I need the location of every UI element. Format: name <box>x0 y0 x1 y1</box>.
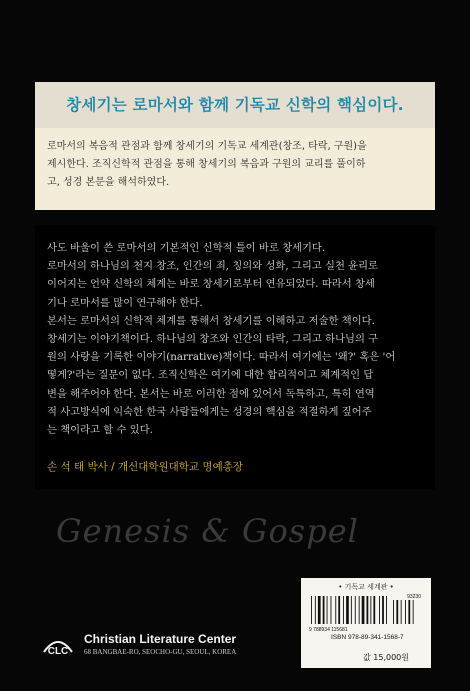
barcode-bar <box>370 596 371 624</box>
barcode-bar <box>346 596 349 624</box>
barcode-bar <box>386 596 387 624</box>
barcode-bar <box>338 596 340 624</box>
barcode-bar <box>335 596 336 624</box>
script-title: Genesis & Gospel <box>56 512 359 550</box>
body-line: 로마서의 하나님의 천지 창조, 인간의 죄, 칭의와 성화, 그리고 실천 윤리로 <box>47 260 379 273</box>
barcode-bar <box>323 596 325 624</box>
summary-line: 로마서의 복음적 관점과 함께 창세기의 기독교 세계관(창조, 타락, 구원)을 <box>47 141 367 152</box>
author-credit: 손 석 태 박사 / 개신대학원대학교 명예총장 <box>47 461 243 473</box>
barcode-bar <box>359 596 360 624</box>
body-line: 이어지는 언약 신학의 체계는 바로 창세기로부터 연유되었다. 따라서 창세 <box>47 278 375 291</box>
logo-text: CLC <box>47 646 69 657</box>
barcode-bar <box>311 596 312 624</box>
barcode-digits: 9 788934 115681 <box>309 627 348 632</box>
endorsement-text <box>47 239 429 439</box>
barcode-bar <box>382 596 384 624</box>
barcode-bar <box>373 596 375 624</box>
addon-bar <box>393 600 394 624</box>
summary-line: 고, 성경 본문을 해석하였다. <box>47 177 170 188</box>
summary-text <box>47 138 425 192</box>
publisher-address: 68 BANGBAE-RO, SEOCHO-GU, SEOUL, KOREA <box>84 648 237 656</box>
barcode-bar <box>362 596 365 624</box>
addon-bar <box>405 600 406 624</box>
barcode-bar <box>315 596 316 624</box>
barcode-bar <box>355 596 356 624</box>
addon-bar <box>408 600 410 624</box>
barcode-bar <box>351 596 352 624</box>
barcode-bar <box>379 596 380 624</box>
body-line: 는 책이라고 할 수 있다. <box>47 424 153 437</box>
body-line: 떻게?'라는 질문이 없다. 조직신학은 여기에 대한 합리적이고 체계적인 답 <box>47 369 374 382</box>
barcode-panel <box>301 578 431 668</box>
summary-line: 제시한다. 조직신학적 관점을 통해 창세기의 복음과 구원의 교리를 풀이하 <box>47 159 366 170</box>
category-label: • 기독교 세계관 • <box>338 583 394 591</box>
addon-bar <box>401 600 402 624</box>
summary-panel <box>35 82 435 210</box>
publisher-name: Christian Literature Center <box>84 632 237 646</box>
barcode-bar <box>327 596 328 624</box>
barcode-bar <box>343 596 344 624</box>
body-line: 적 사고방식에 익숙한 한국 사람들에게는 성경의 핵심을 적절하게 짚어주 <box>47 405 372 418</box>
body-line: 기나 로마서를 많이 연구해야 한다. <box>47 296 203 309</box>
barcode-addon: 93230 <box>407 594 421 600</box>
endorsement-panel <box>35 225 435 489</box>
barcode-bar <box>331 596 332 624</box>
body-line: 창세기는 이야기책이다. 하나님의 창조와 인간의 타락, 그리고 하나님의 구 <box>47 333 379 346</box>
body-line: 원의 사랑을 기록한 이야기(narrative)책이다. 따라서 여기에는 '왜?' 혹은 '어 <box>47 351 396 364</box>
body-line: 변을 해주어야 한다. 본서는 바로 이러한 점에 있어서 독특하고, 특히 연역 <box>47 387 375 400</box>
clc-logo-icon <box>40 632 76 658</box>
body-line: 사도 바울이 쓴 로마서의 기본적인 신학적 틀이 바로 창세기다. <box>47 242 326 254</box>
body-line: 본서는 로마서의 신학적 체계를 통해서 창세기를 이해하고 저술한 책이다. <box>47 314 375 327</box>
price-text: 값 15,000원 <box>363 653 409 662</box>
barcode-bar <box>367 596 369 624</box>
barcode-icon <box>309 592 423 632</box>
addon-bar <box>396 600 398 624</box>
isbn-text: ISBN 978-89-341-1568-7 <box>331 634 404 641</box>
barcode-bar <box>318 596 321 624</box>
addon-bar <box>413 600 414 624</box>
headline: 창세기는 로마서와 함께 기독교 신학의 핵심이다. <box>35 82 435 128</box>
